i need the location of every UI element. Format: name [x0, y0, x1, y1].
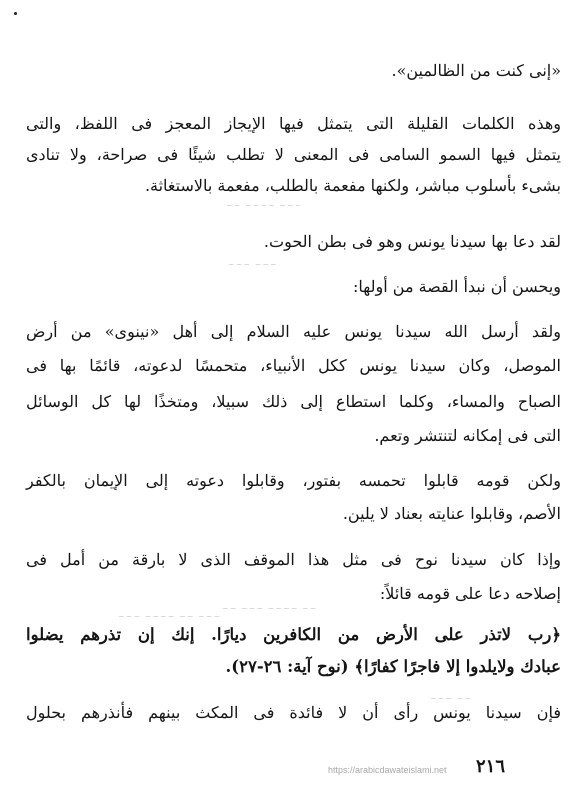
bleed-through-mark: ~~ ~~~~ ~~~ ~~ [222, 604, 318, 613]
bleed-through-mark: ~~ ~~~ [430, 694, 473, 703]
paragraph-line: التى فى إمكانه لتنتشر وتعم. [374, 426, 561, 445]
bleed-through-mark: ~~~ ~~~~ ~~ [226, 201, 303, 210]
quran-quote-line: ﴿رب لاتذر على الأرض من الكافرين ديارًا. إنك إن تذرهم يضلوا [26, 625, 561, 644]
watermark-url: https://arabicdawateislami.net [328, 765, 447, 775]
paragraph-line: وهذه الكلمات القليلة التى يتمثل فيها الإيجاز المعجز فى اللفظ، والتى [26, 114, 562, 133]
paragraph-line: وإذا كان سيدنا نوح فى مثل هذا الموقف الذى لا بارقة من أمل فى [26, 550, 562, 569]
paragraph-line: الأصم، وقابلوا عنايته بعناد لا يلين. [342, 504, 561, 523]
paragraph-line: إصلاحه دعا على قومه قائلاً: [379, 584, 561, 603]
bleed-through-mark: ~~~ ~~ ~~~~ ~~~ [118, 612, 222, 621]
quran-quote-line: عبادك ولايلدوا إلا فاجرًا كفارًا﴾ (نوح آية: ٢٦-٢٧). [225, 657, 561, 676]
paragraph-line: الصباح والمساء، وكلما استطاع إلى ذلك سبيلا، ومتخذًا لها كل الوسائل [26, 392, 561, 411]
paragraph-line: ولكن قومه قابلوا تحمسه بفتور، وقابلوا دعوته إلى الإيمان بالكفر [26, 471, 562, 490]
paragraph-line: الموصل، وكان سيدنا يونس ككل الأنبياء، متحمسًا لدعوته، قائمًا بها فى [26, 356, 561, 375]
paragraph-line: بشىء بأسلوب مباشر، ولكنها مفعمة بالطلب، مفعمة بالاستغاثة. [144, 176, 561, 195]
paragraph-line: فإن سيدنا يونس رأى أن لا فائدة فى المكث بينهم فأنذرهم بحلول [26, 703, 561, 722]
bleed-through-mark: ~~~ ~~~ [228, 260, 278, 269]
paragraph-line: ولقد أرسل الله سيدنا يونس عليه السلام إلى أهل «نينوى» من أرض [26, 322, 561, 341]
corner-mark [14, 12, 17, 15]
paragraph-line: لقد دعا بها سيدنا يونس وهو فى بطن الحوت. [263, 232, 561, 251]
quote-line: «إنى كنت من الظالمين». [391, 61, 561, 80]
paragraph-line: يتمثل فيها السمو السامى فى المعنى لا تطلب شيئًا فى صراحة، ولا تنادى [26, 145, 561, 164]
page-number: ٢١٦ [475, 756, 505, 777]
paragraph-line: ويحسن أن نبدأ القصة من أولها: [352, 277, 561, 296]
